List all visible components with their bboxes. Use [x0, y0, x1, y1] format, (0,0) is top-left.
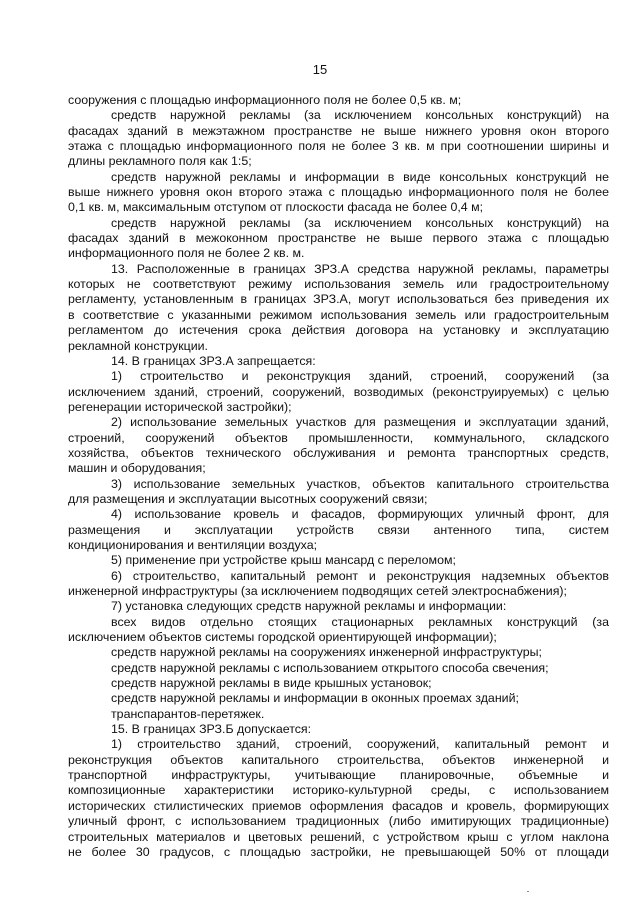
page-number: 15	[312, 62, 328, 77]
text-line: реконструкция объектов капитального строительства, объектов инженерной и	[68, 752, 609, 767]
paragraph	[68, 93, 609, 108]
paragraph	[68, 737, 609, 860]
text-line: 5) применение при устройстве крыш мансард с переломом;	[111, 553, 456, 568]
text-line: инженерной инфраструктуры (за исключением подводящих сетей электроснабжения);	[68, 584, 568, 598]
text-line: регламенту, установленным в границах ЗРЗ.А, могут использоваться без приведения их	[68, 292, 609, 307]
text-line: выше нижнего уровня окон второго этажа с площадью информационного поля не более	[68, 185, 609, 200]
text-line: средств наружной рекламы (за исключением консольных конструкций) на	[111, 108, 609, 123]
text-line: 4) использование кровель и фасадов, формирующих уличный фронт, для	[111, 507, 609, 522]
text-line: которых не соответствуют режиму использования земель или градостроительному	[68, 277, 609, 292]
text-line: фасадах зданий в межоконном пространстве не выше первого этажа с площадью	[68, 231, 609, 246]
text-line: всех видов отдельно стоящих стационарных рекламных конструкций (за	[111, 614, 609, 629]
text-line: размещения и эксплуатации устройств связи антенного типа, систем	[68, 522, 609, 537]
text-line: 3) использование земельных участков, объектов капитального строительства	[111, 476, 609, 491]
text-line: средств наружной рекламы (за исключением консольных конструкций) на	[111, 215, 609, 230]
paragraph	[68, 507, 609, 553]
text-line: 7) установка следующих средств наружной рекламы и информации:	[111, 599, 507, 614]
text-line: уличный фронт, с использованием традиционных (либо имитирующих традиционные)	[68, 814, 609, 829]
paragraph	[68, 691, 609, 706]
text-line: регламентом до истечения срока действия договора на установку и эксплуатацию	[68, 323, 609, 338]
text-line: 14. В границах ЗРЗ.А запрещается:	[111, 353, 316, 368]
paragraph	[68, 216, 609, 262]
text-line: машин и оборудования;	[68, 461, 206, 476]
text-line: этажа с площадью информационного поля не более 3 кв. м при соотношении ширины и	[68, 139, 609, 154]
text-line: транспортной инфраструктуры, учитывающие планировочные, объемные и	[68, 768, 609, 783]
text-line: средств наружной рекламы на сооружениях инженерной инфраструктуры;	[111, 645, 542, 660]
text-line: не более 30 градусов, с площадью застройки, не превышающей 50% от площади	[68, 844, 609, 859]
text-line: в соответствие с указанными режимом использования земель или градостроительным	[68, 307, 609, 322]
text-line: 2) использование земельных участков для размещения и эксплуатации зданий,	[111, 415, 609, 430]
paragraph	[68, 415, 609, 476]
text-line: рекламной конструкции.	[68, 338, 208, 353]
paragraph	[68, 615, 609, 646]
text-line: 1) строительство зданий, строений, сооружений, капитальный ремонт и	[111, 737, 609, 752]
text-line: для размещения и эксплуатации высотных сооружений связи;	[68, 491, 428, 506]
text-line: исключением объектов системы городской ориентирующей информации);	[68, 630, 497, 645]
text-line: средств наружной рекламы в виде крышных установок;	[111, 676, 432, 691]
paragraph	[68, 477, 609, 508]
text-line: 6) строительство, капитальный ремонт и реконструкция надземных объектов	[111, 568, 609, 583]
text-line: сооружения с площадью информационного поля не более 0,5 кв. м;	[68, 93, 462, 107]
paragraph	[68, 599, 609, 614]
text-line: хозяйства, объектов технического обслуживания и ремонта транспортных средств,	[68, 445, 609, 460]
text-line: средств наружной рекламы и информации в оконных проемах зданий;	[111, 691, 519, 706]
text-line: информационного поля не более 2 кв. м.	[68, 246, 305, 261]
text-line: строительных материалов и цветовых решений, с устройством крыш с углом наклона	[68, 829, 609, 844]
text-line: 0,1 кв. м, максимальным отступом от плоскости фасада не более 0,4 м;	[68, 200, 484, 215]
paragraph	[68, 262, 609, 354]
text-line: длины рекламного поля как 1:5;	[68, 154, 252, 169]
scan-speck	[527, 891, 529, 892]
paragraph	[68, 676, 609, 691]
paragraph	[68, 553, 609, 568]
document-body	[68, 93, 609, 860]
text-line: исторических стилистических приемов оформления фасадов и кровель, формирующих	[68, 798, 609, 813]
paragraph	[68, 108, 609, 169]
paragraph	[68, 369, 609, 415]
text-line: кондиционирования и вентиляции воздуха;	[68, 537, 318, 552]
paragraph	[68, 170, 609, 216]
text-line: строений, сооружений объектов промышленности, коммунального, складского	[68, 430, 609, 445]
text-line: композиционные характеристики историко-культурной среды, с использованием	[68, 783, 609, 798]
text-line: 15. В границах ЗРЗ.Б допускается:	[111, 722, 312, 737]
text-line: исключением зданий, строений, сооружений, возводимых (реконструируемых) с целью	[68, 384, 609, 399]
text-line: 13. Расположенные в границах ЗРЗ.А средства наружной рекламы, параметры	[111, 261, 609, 276]
paragraph	[68, 569, 609, 600]
paragraph	[68, 707, 609, 722]
paragraph	[68, 661, 609, 676]
text-line: фасадах зданий в межэтажном пространстве не выше нижнего уровня окон второго	[68, 123, 609, 138]
text-line: транспарантов-перетяжек.	[111, 706, 265, 721]
paragraph	[68, 722, 609, 737]
text-line: средств наружной рекламы и информации в виде консольных конструкций не	[111, 169, 609, 184]
paragraph	[68, 645, 609, 660]
paragraph	[68, 354, 609, 369]
text-line: 1) строительство и реконструкция зданий, строений, сооружений (за	[111, 369, 609, 384]
text-line: регенерации исторической застройки);	[68, 399, 292, 414]
text-line: средств наружной рекламы с использованием открытого способа свечения;	[111, 660, 549, 675]
